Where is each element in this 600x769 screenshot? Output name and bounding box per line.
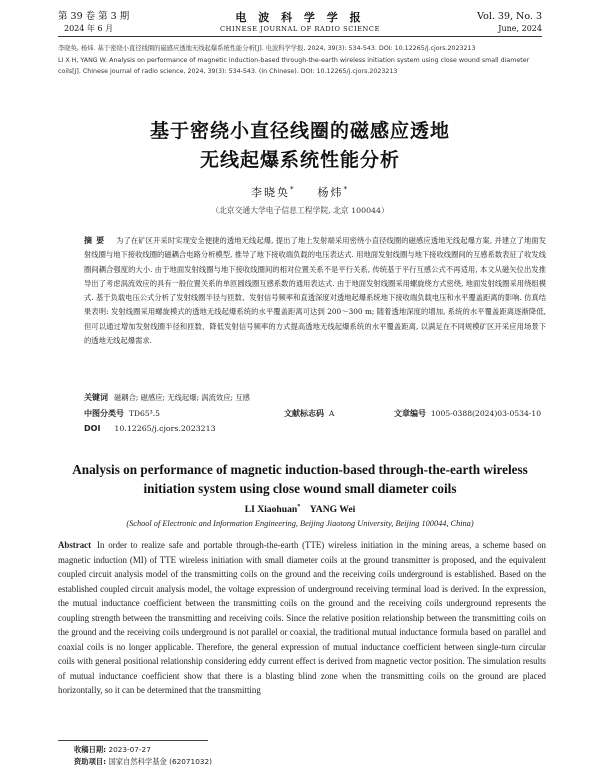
author-en-1-mark: *	[297, 503, 301, 510]
keywords-cn-text: 磁耦合; 磁感应; 无线起爆; 涡流效应; 互感	[114, 393, 250, 402]
doc-code-label: 文献标志码	[284, 409, 324, 418]
keywords-cn-label: 关键词	[84, 393, 108, 402]
header-right	[477, 11, 542, 35]
doc-code-value: A	[328, 409, 335, 418]
volume-cn: 第 39 卷 第 3 期	[58, 11, 130, 22]
footnote-fund	[74, 757, 212, 767]
affiliation-en: (School of Electronic and Information Engineering, Beijing Jiaotong University, Beijing 100044, China)	[126, 519, 474, 528]
fund-label: 资助项目:	[74, 757, 107, 766]
citation-block	[58, 43, 546, 78]
doi-label: DOI	[84, 424, 101, 433]
affiliation-cn: （北京交通大学电子信息工程学院, 北京 100044）	[211, 206, 389, 215]
header-rule	[58, 36, 542, 37]
footnote-rule	[58, 740, 208, 741]
journal-name-en: CHINESE JOURNAL OF RADIO SCIENCE	[220, 25, 380, 33]
author-cn-2: 杨炜	[317, 186, 344, 199]
header-center	[58, 11, 542, 34]
volume-en: Vol. 39, No. 3	[477, 11, 542, 22]
authors-en	[0, 503, 600, 515]
fund-value: 国家自然科学基金 (62071032)	[108, 757, 212, 766]
title-cn	[0, 117, 600, 175]
keywords-cn	[84, 392, 546, 403]
doi-value[interactable]: 10.12265/j.cjors.2023213	[114, 424, 216, 433]
clc-value: TD65³.5	[128, 409, 160, 418]
received-label: 收稿日期:	[74, 745, 107, 754]
authors-cn	[0, 184, 600, 200]
received-value: 2023-07-27	[108, 745, 151, 754]
article-no-label: 文章编号	[394, 409, 426, 418]
citation-cn: 李晓奂, 杨炜. 基于密绕小直径线圈的磁感应透地无线起爆系统性能分析[J]. 电波科学学报, 2024, 39(3): 534-543. DOI: 10.12265/j.cjors.2023213	[58, 45, 476, 52]
doi-line	[84, 424, 546, 433]
journal-name-cn: 电 波 科 学 学 报	[235, 11, 365, 24]
author-cn-1-mark: *	[290, 185, 296, 194]
title-cn-line1: 基于密绕小直径线圈的磁感应透地	[149, 120, 450, 142]
citation-en: LI X H, YANG W. Analysis on performance of magnetic induction-based through-the-earth wireless initiation system using close wound small diameter coils[J]. Chinese journal of radio science, 2024, 39(3): 534-543. (in Chinese). DOI: 10.12265/j.cjors.2023213	[58, 56, 530, 75]
author-cn-2-mark: *	[343, 185, 349, 194]
abstract-en-label: Abstract	[58, 540, 92, 550]
article-no-value: 1005-0388(2024)03-0534-10	[430, 409, 542, 418]
title-en-line2: initiation system using close wound small diameter coils	[143, 481, 457, 496]
footnote-received	[74, 745, 151, 755]
date-en: June, 2024	[498, 24, 542, 33]
abstract-cn	[84, 234, 546, 348]
date-cn: 2024 年 6 月	[64, 24, 114, 33]
abstract-en-text: In order to realize safe and portable through-the-earth (TTE) wireless initiation in the mining areas, a scheme based on magnetic induction (MI) of TTE wireless initiation with small diameter coils at the ground transmitter is proposed, and the equivalent coupled circuit analysis model of the transmitting coils on the ground and the receiving coils underground is established. Based on the established coupled circuit analysis model, the voltage expression of underground receiving terminal load is derived. In the expression, the mutual inductance coefficient between the transmitting coils on the ground and the receiving coils underground represents the coupling strength between the transmitting and receiving coils. Since the relative position relationship between the transmitting coils on the ground and the receiving coils underground is not parallel or coaxial, the traditional mutual inductance formula based on parallel and coaxial coils is no longer applicable. Therefore, the general expression of mutual inductance coefficient between single-turn circular coils with general positional relationship considering eddy current effect is derived from magnetic vector position. The simulation results of mutual inductance coefficient show that there is a blasting blind zone when the transmitting coils on the ground are placed horizontally, so it can be determined that the transmitting	[58, 540, 546, 695]
title-cn-line2: 无线起爆系统性能分析	[199, 149, 400, 171]
abstract-cn-text: 为了在矿区开采时实现安全便捷的透地无线起爆, 提出了地上发射端采用密绕小直径线圈的磁感应透地无线起爆方案, 并建立了地面发射线圈与地下接收线圈的磁耦合电路分析模型, 推导了地下接收端负载的电压表达式. 用地面发射线圈与地下接收线圈间的互感系数表征了收发线圈间耦合强度的大小. 由于地面发射线圈与地下接收线圈间的相对位置关系不是平行关系, 传统基于平行互感公式不再适用, 本文从磁矢位出发推导出了考虑涡流效应的具有一般位置关系的单匝圆线圈互感系数的通用表达式. 由于地面发射线圈采用螺旋绕方式密绕, 地面发射线圈采用绕组模式. 基于负载电压公式分析了发射线圈半径与匝数、发射信号频率和直透深度对透地起爆系统地下接收端负载电压和水平覆盖距离的影响. 仿真结果表明: 发射线圈采用螺旋模式的透地无线起爆系统的水平覆盖距离可达到 200～300 m; 随着透地深度的增加, 系统的水平覆盖距离逐渐降低, 但可以通过增加发射线圈半径和匝数、降低发射信号频率的方式提高透地无线起爆系统的水平覆盖距离, 以满足在不同规模矿区开采应用场景下的透地无线起爆需求.	[84, 236, 547, 346]
title-en-line1: Analysis on performance of magnetic induction-based through-the-earth wireless	[72, 462, 528, 477]
title-en	[40, 460, 560, 498]
author-cn-1: 李晓奂	[251, 186, 290, 199]
abstract-en	[58, 538, 546, 698]
clc-label: 中图分类号	[84, 409, 124, 418]
author-en-1: LI Xiaohuan	[244, 504, 298, 516]
author-en-2: YANG Wei	[309, 504, 356, 516]
abstract-cn-label: 摘要	[84, 236, 109, 245]
